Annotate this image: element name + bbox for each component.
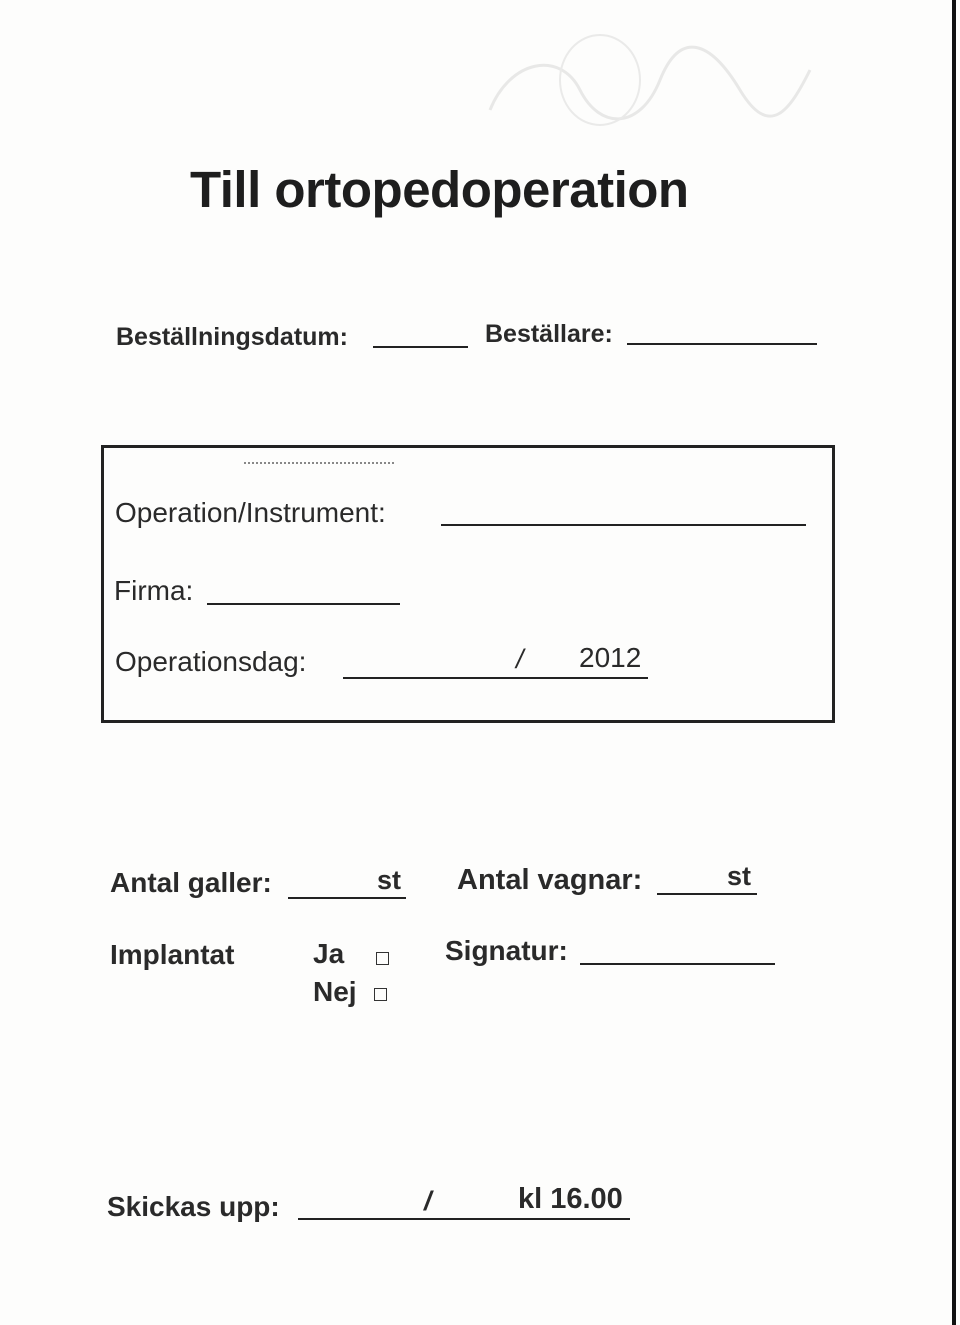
order-date-field[interactable]	[373, 346, 468, 348]
orderer-field[interactable]	[627, 343, 817, 345]
company-label: Firma:	[114, 575, 194, 606]
scan-edge	[952, 0, 956, 1325]
carts-field[interactable]	[657, 893, 757, 895]
order-date-label: Beställningsdatum:	[116, 323, 348, 351]
operation-day-separator: /	[516, 644, 524, 674]
grids-field[interactable]	[288, 897, 406, 899]
carts-unit: st	[727, 861, 752, 891]
operation-day-year: 2012	[579, 642, 642, 673]
signature-label: Signatur:	[445, 935, 568, 966]
page-title: Till ortopedoperation	[190, 161, 689, 218]
operation-instrument-label: Operation/Instrument:	[115, 497, 386, 528]
implant-yes-checkbox[interactable]	[376, 952, 389, 965]
operation-day-field[interactable]	[343, 677, 648, 679]
implant-yes-label: Ja	[313, 938, 345, 969]
operation-details-box	[101, 445, 835, 723]
faint-stamp-smudge	[470, 20, 830, 150]
grids-unit: st	[377, 865, 402, 895]
signature-field[interactable]	[580, 963, 775, 965]
operation-instrument-field[interactable]	[441, 524, 806, 526]
send-date-field[interactable]	[298, 1218, 630, 1220]
send-separator: /	[424, 1186, 432, 1216]
send-time: kl 16.00	[518, 1183, 623, 1215]
implant-no-checkbox[interactable]	[374, 988, 387, 1001]
implant-label: Implantat	[110, 939, 235, 970]
send-label: Skickas upp:	[107, 1191, 280, 1222]
grids-label: Antal galler:	[110, 867, 272, 898]
operation-day-label: Operationsdag:	[115, 646, 307, 677]
box-top-dashes	[244, 462, 394, 464]
implant-no-label: Nej	[313, 976, 357, 1007]
company-field[interactable]	[207, 603, 400, 605]
orderer-label: Beställare:	[485, 320, 613, 348]
carts-label: Antal vagnar:	[457, 864, 643, 896]
